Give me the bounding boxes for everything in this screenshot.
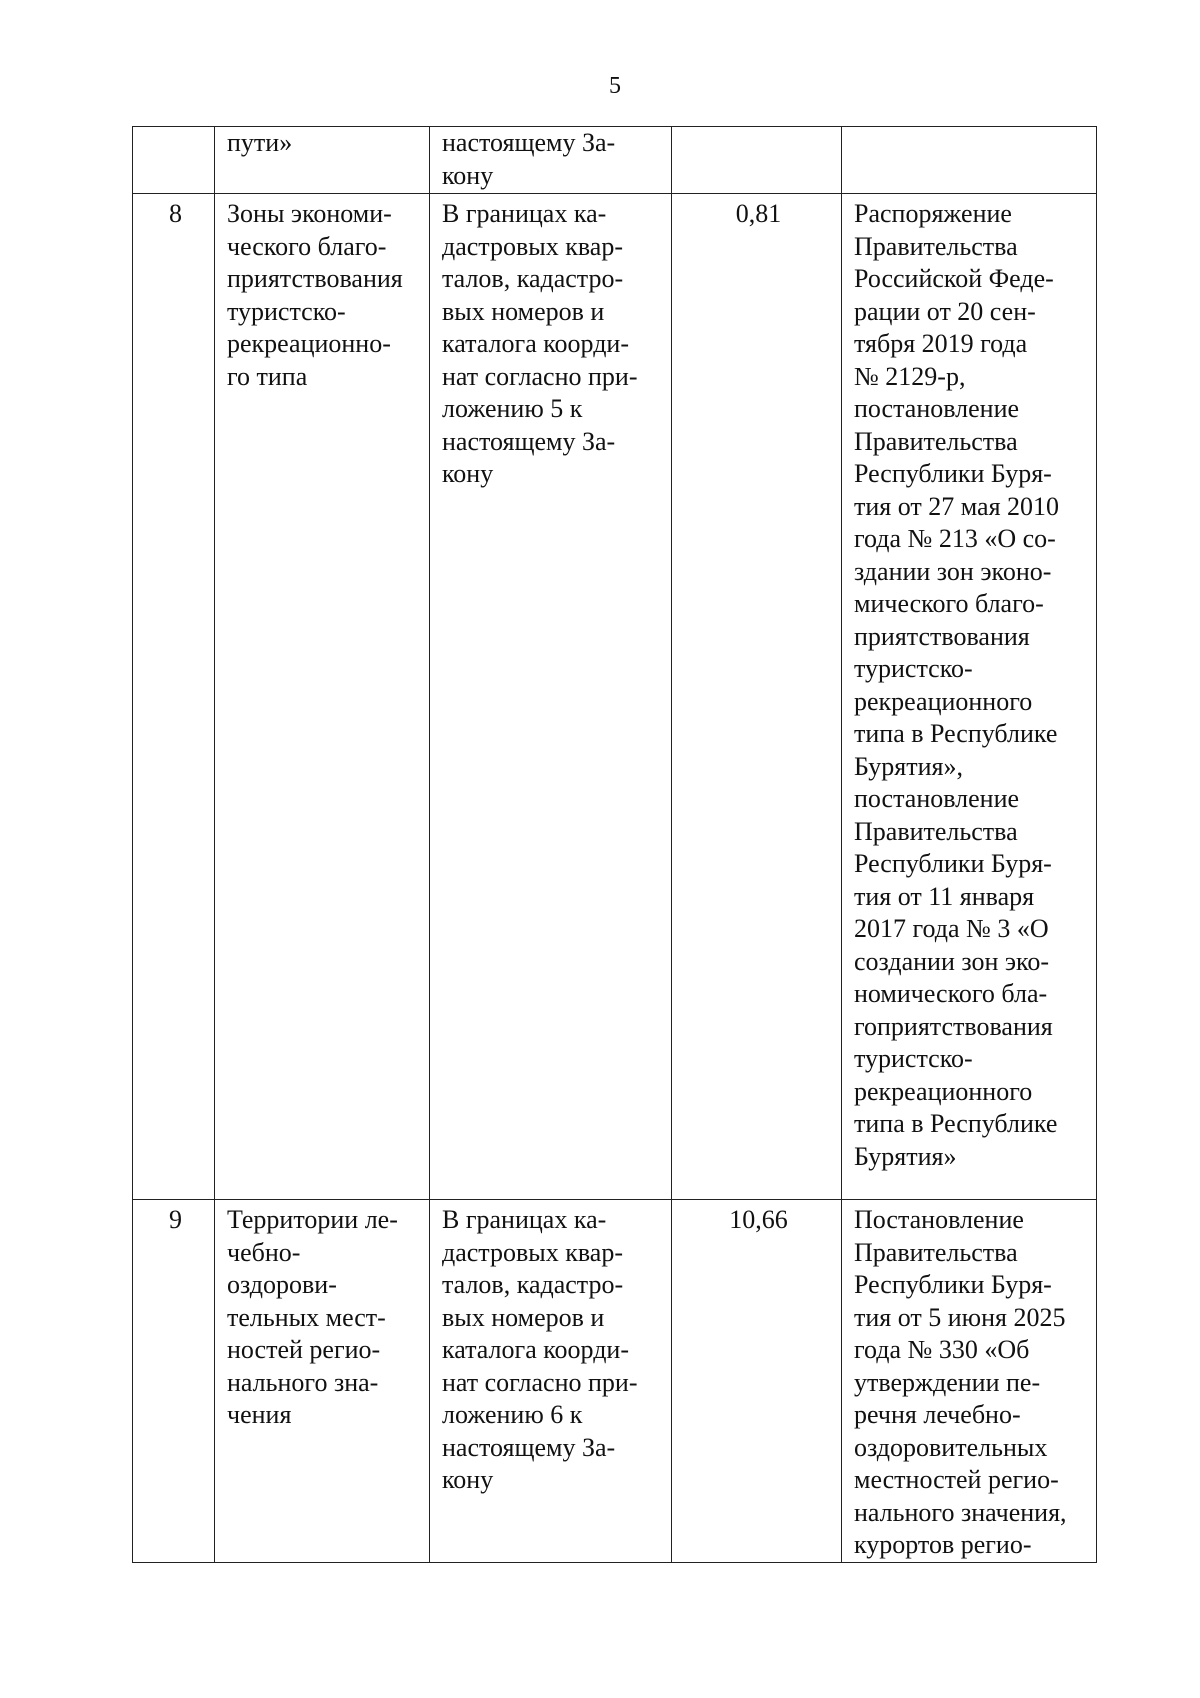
zone-name-cell: пути» (215, 127, 430, 194)
zone-name-cell: Зоны экономи- ческого благо- приятствования туристско- рекреационно- го типа (215, 194, 430, 1200)
boundaries-cell: В границах ка- дастровых квар- талов, кадастро- вых номеров и каталога коорди- нат согласно при- ложению 5 к настоящему За- кону (430, 194, 672, 1200)
row-number-cell: 9 (133, 1200, 215, 1563)
legal-basis-cell (842, 127, 1097, 194)
zones-table (132, 126, 1097, 1563)
legal-basis-cell: Постановление Правительства Республики Буря- тия от 5 июня 2025 года № 330 «Об утверждении пе- речня лечебно- оздоровительных местностей регио- нального значения, курортов регио- (842, 1200, 1097, 1563)
legal-basis-cell: Распоряжение Правительства Российской Феде- рации от 20 сен- тября 2019 года № 2129-р, постановление Правительства Республики Буря- тия от 27 мая 2010 года № 213 «О со- здании зон эконо- мического благо- приятствования туристско- рекреационного типа в Республике Бурятия», постановление Правительства Республики Буря- тия от 11 января 2017 года № 3 «О создании зон эко- номического бла- гоприятствования туристско- рекреационного типа в Республике Бурятия» (842, 194, 1097, 1200)
zone-name-cell: Территории ле- чебно- оздорови- тельных мест- ностей регио- нального зна- чения (215, 1200, 430, 1563)
table-row (133, 1200, 1097, 1563)
area-cell (672, 127, 842, 194)
boundaries-cell: настоящему За- кону (430, 127, 672, 194)
page-number: 5 (609, 73, 621, 99)
area-cell: 0,81 (672, 194, 842, 1200)
row-number-cell (133, 127, 215, 194)
table-row (133, 194, 1097, 1200)
boundaries-cell: В границах ка- дастровых квар- талов, кадастро- вых номеров и каталога коорди- нат согласно при- ложению 6 к настоящему За- кону (430, 1200, 672, 1563)
row-number-cell: 8 (133, 194, 215, 1200)
area-cell: 10,66 (672, 1200, 842, 1563)
table-row-continuation (133, 127, 1097, 194)
